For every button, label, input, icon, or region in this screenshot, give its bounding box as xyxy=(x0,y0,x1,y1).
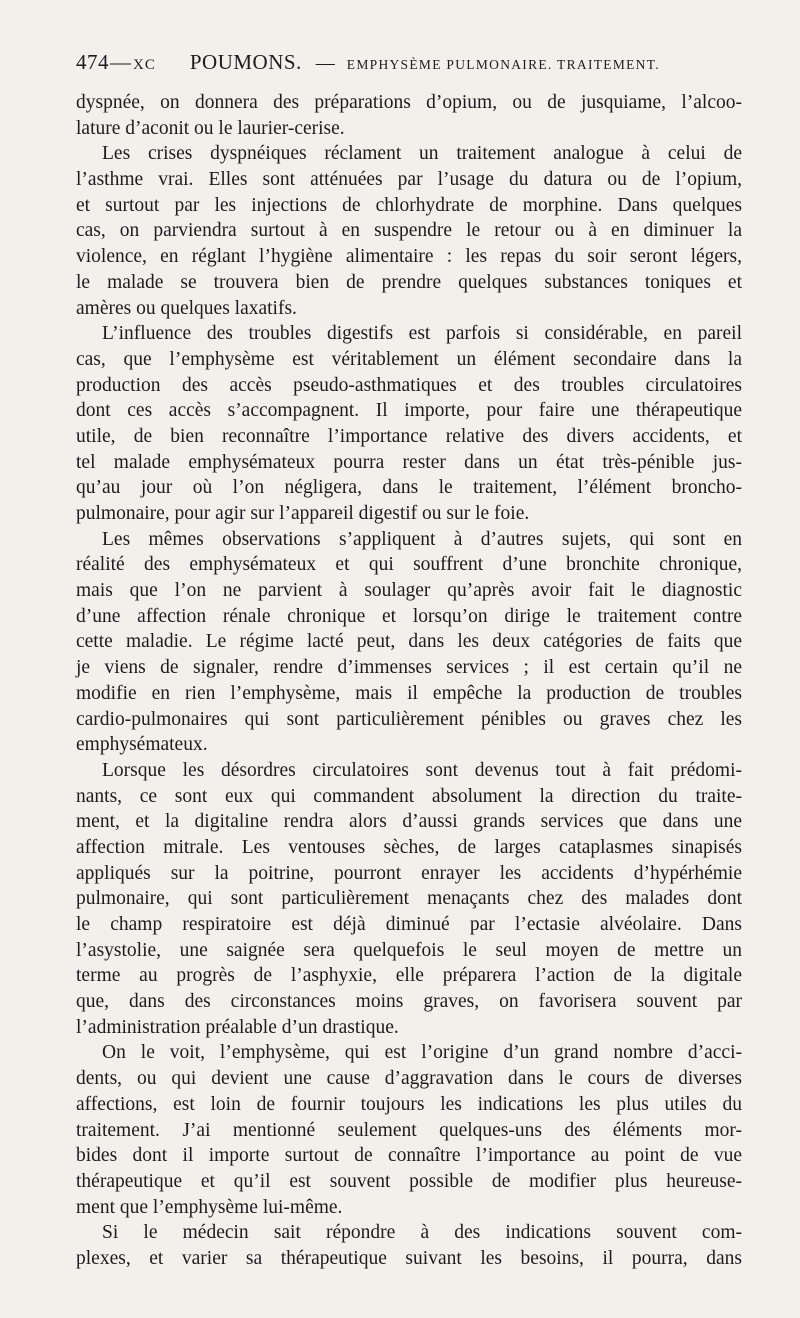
text-line: Si le médecin sait répondre à des indications souvent com- xyxy=(102,1222,742,1244)
text-line: dyspnée, on donnera des préparations d’opium, ou de jusquiame, l’alcoo- xyxy=(76,92,742,113)
section-title: EMPHYSÈME PULMONAIRE. TRAITEMENT. xyxy=(346,57,660,72)
text-line: amères ou quelques laxatifs. xyxy=(76,297,297,319)
text-line: qu’au jour où l’on négligera, dans le traitement, l’élément broncho- xyxy=(76,477,742,499)
text-line: pulmonaire, pour agir sur l’appareil digestif ou sur le foie. xyxy=(76,503,530,524)
text-line: On le voit, l’emphysème, qui est l’origine d’un grand nombre d’acci- xyxy=(102,1042,742,1064)
text-line: Les crises dyspnéiques réclament un traitement analogue à celui de xyxy=(102,143,742,165)
text-line: dont ces accès s’accompagnent. Il importe, pour faire une thérapeutique xyxy=(76,400,742,422)
running-header xyxy=(76,50,746,75)
text-line: traitement. J’ai mentionné seulement quelques-uns des éléments mor- xyxy=(76,1119,742,1141)
text-line: et surtout par les injections de chlorhydrate de morphine. Dans quelques xyxy=(76,194,742,216)
text-line: d’une affection rénale chronique et lorsqu’on dirige le traitement contre xyxy=(76,605,742,627)
text-line: réalité des emphysémateux et qui souffrent d’une bronchite chronique, xyxy=(76,554,742,576)
text-line: Les mêmes observations s’appliquent à d’autres sujets, qui sont en xyxy=(102,528,742,550)
text-line: thérapeutique et qu’il est souvent possible de modifier plus heureuse- xyxy=(76,1170,742,1192)
text-line: Lorsque les désordres circulatoires sont devenus tout à fait prédomi- xyxy=(102,759,742,781)
text-line: modifie en rien l’emphysème, mais il empêche la production de troubles xyxy=(76,682,742,704)
text-line: dents, ou qui devient une cause d’aggravation dans le cours de diverses xyxy=(76,1068,742,1090)
text-line: production des accès pseudo-asthmatiques et des troubles circulatoires xyxy=(76,374,742,396)
text-line: que, dans des circonstances moins graves, on favorisera souvent par xyxy=(76,991,742,1013)
text-line: cas, que l’emphysème est véritablement un élément secondaire dans la xyxy=(76,348,742,370)
text-line: l’asthme vrai. Elles sont atténuées par l’usage du datura ou de l’opium, xyxy=(76,169,742,191)
text-line: cette maladie. Le régime lacté peut, dans les deux catégories de faits que xyxy=(76,631,742,653)
chapter-title: POUMONS. xyxy=(189,50,302,74)
text-line: bides dont il importe surtout de connaître l’importance au point de vue xyxy=(76,1145,742,1167)
text-line: tel malade emphysémateux pourra rester dans un état très-pénible jus- xyxy=(76,451,742,473)
text-line: utile, de bien reconnaître l’importance relative des divers accidents, et xyxy=(76,425,742,447)
page-number: 474 xyxy=(76,50,109,74)
text-line: L’influence des troubles digestifs est parfois si considérable, en pareil xyxy=(102,323,742,345)
text-line: cardio-pulmonaires qui sont particulièrement pénibles ou graves chez les xyxy=(76,708,742,730)
text-line: mais que l’on ne parvient à soulager qu’après avoir fait le diagnostic xyxy=(76,580,742,602)
text-line: affection mitrale. Les ventouses sèches, de larges cataplasmes sinapisés xyxy=(76,836,742,858)
text-line: plexes, et varier sa thérapeutique suivant les besoins, il pourra, dans xyxy=(76,1247,742,1269)
text-line: cas, on parviendra surtout à en suspendre le retour ou à en diminuer la xyxy=(76,220,742,242)
text-line: je viens de signaler, rendre d’immenses services ; il est certain qu’il ne xyxy=(76,657,742,679)
text-line: pulmonaire, qui sont particulièrement menaçants chez des malades dont xyxy=(76,888,742,910)
text-line: violence, en réglant l’hygiène alimentaire : les repas du soir seront légers, xyxy=(76,246,742,268)
text-line: l’asystolie, une saignée sera quelquefois le seul moyen de mettre un xyxy=(76,939,742,961)
text-line: ment, et la digitaline rendra alors d’aussi grands services que dans une xyxy=(76,811,742,833)
header-separator: — xyxy=(315,53,335,74)
text-line: lature d’aconit ou le laurier-cerise. xyxy=(76,117,345,139)
text-line: terme au progrès de l’asphyxie, elle préparera l’action de la digitale xyxy=(76,965,742,987)
text-line: ment que l’emphysème lui-même. xyxy=(76,1196,343,1218)
chapter-number: XC xyxy=(133,57,156,73)
text-line: affections, est loin de fournir toujours les indications les plus utiles du xyxy=(76,1093,742,1115)
body-text xyxy=(76,90,742,1272)
text-line: le malade se trouvera bien de prendre quelques substances toniques et xyxy=(76,271,742,293)
text-line: appliqués sur la poitrine, pourront enrayer les accidents d’hypérhémie xyxy=(76,862,742,884)
header-dash: — xyxy=(110,50,131,74)
text-line: nants, ce sont eux qui commandent absolument la direction du traite- xyxy=(76,785,742,807)
text-line: le champ respiratoire est déjà diminué par l’ectasie alvéolaire. Dans xyxy=(76,914,742,935)
text-line: emphysémateux. xyxy=(76,734,208,756)
text-line: l’administration préalable d’un drastique. xyxy=(76,1016,399,1038)
